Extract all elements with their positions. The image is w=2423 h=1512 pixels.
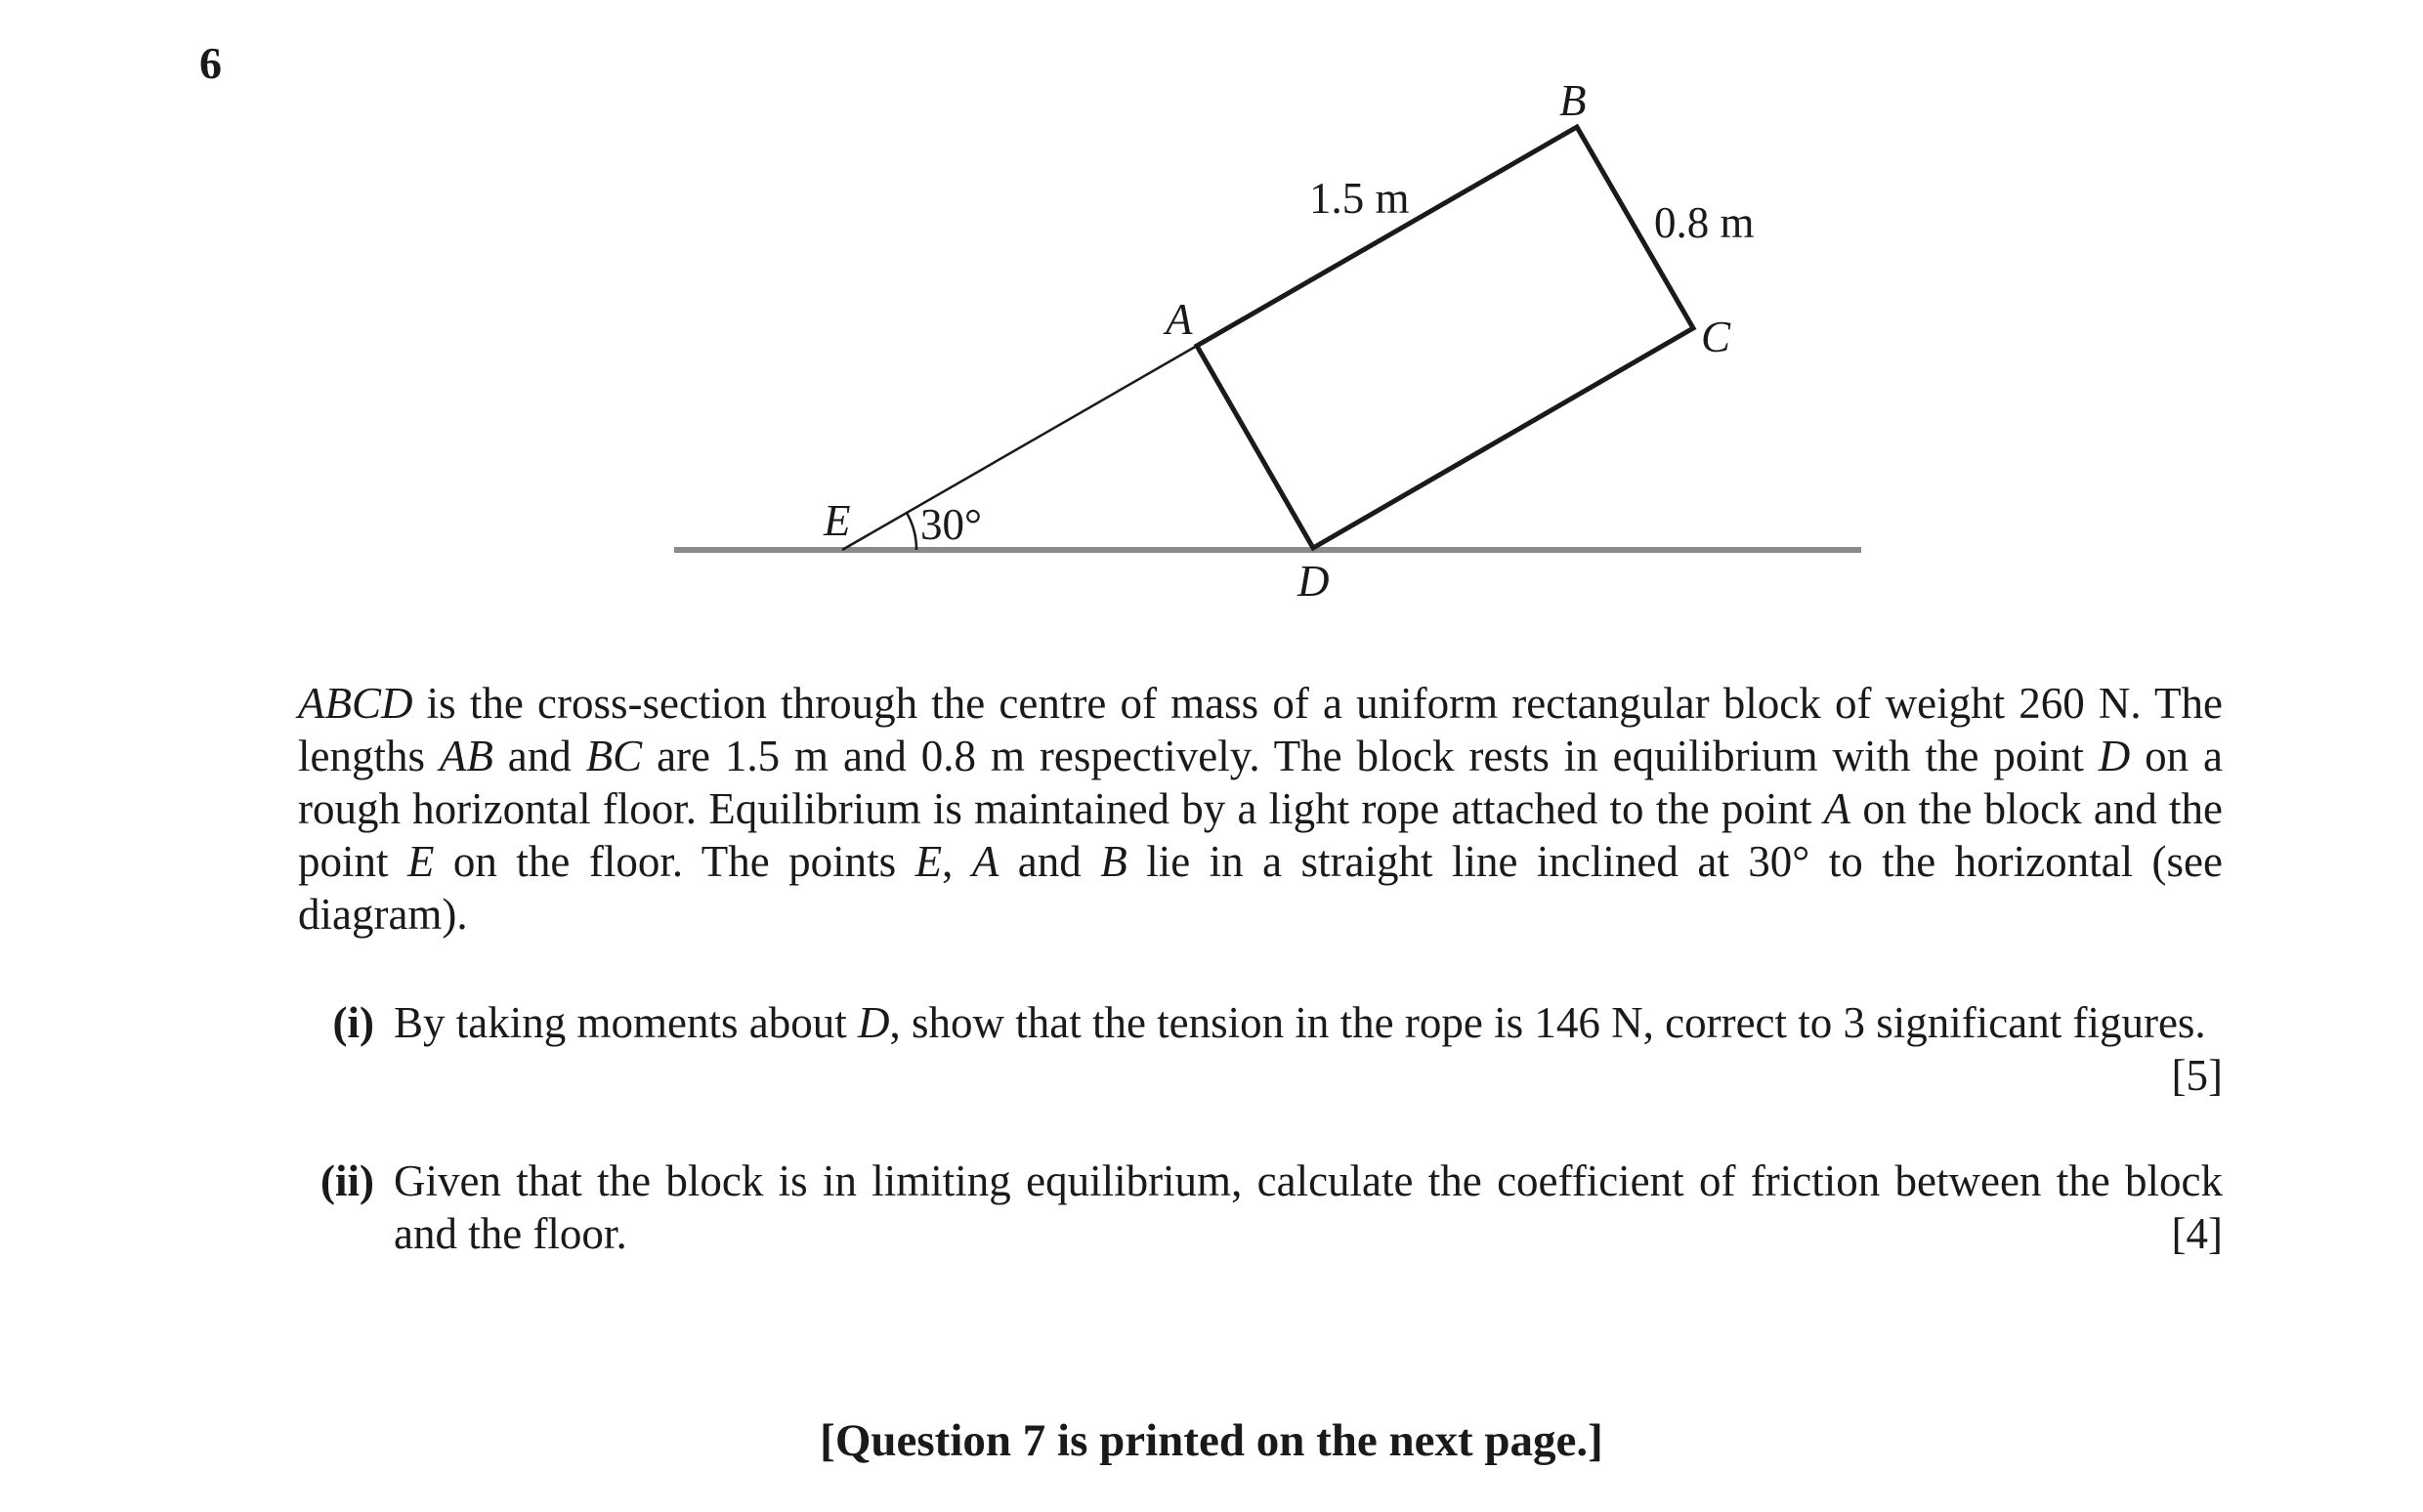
angle-arc <box>907 513 916 550</box>
part-i-text: By taking moments about D, show that the tension in the rope is 146 N, correct to 3 significant figures. <box>394 998 2206 1047</box>
label-BC-length: 0.8 m <box>1654 198 1755 247</box>
part-i-marks: [5] <box>2171 1051 2223 1100</box>
diagram <box>0 0 2423 645</box>
block-rectangle <box>1197 127 1693 548</box>
part-ii <box>298 1155 2223 1262</box>
label-D: D <box>1297 557 1330 606</box>
label-AB-length: 1.5 m <box>1309 174 1410 223</box>
part-ii-label: (ii) <box>320 1156 374 1205</box>
part-ii-marks: [4] <box>2171 1209 2223 1258</box>
label-A: A <box>1166 295 1193 344</box>
rope-line <box>842 346 1197 550</box>
label-C: C <box>1701 313 1731 361</box>
part-i <box>298 996 2223 1104</box>
label-B: B <box>1559 76 1587 125</box>
part-ii-text: Given that the block is in limiting equilibrium, calculate the coefficient of friction between the block and the floor. <box>394 1156 2223 1258</box>
question-number: 6 <box>199 38 222 88</box>
footer-note: [Question 7 is printed on the next page.] <box>820 1415 1603 1466</box>
intro-paragraph: ABCD is the cross-section through the centre of mass of a uniform rectangular block of weight 260 N. The lengths AB and BC are 1.5 m and 0.8 m respectively. The block rests in equilibrium with the point D on a rough horizontal floor. Equilibrium is maintained by a light rope attached to the point A on the block and the point E on the floor. The points E, A and B lie in a straight line inclined at 30° to the horizontal (see diagram). <box>298 679 2223 939</box>
label-E: E <box>824 496 851 545</box>
label-angle: 30° <box>920 500 982 549</box>
part-i-label: (i) <box>332 998 374 1047</box>
